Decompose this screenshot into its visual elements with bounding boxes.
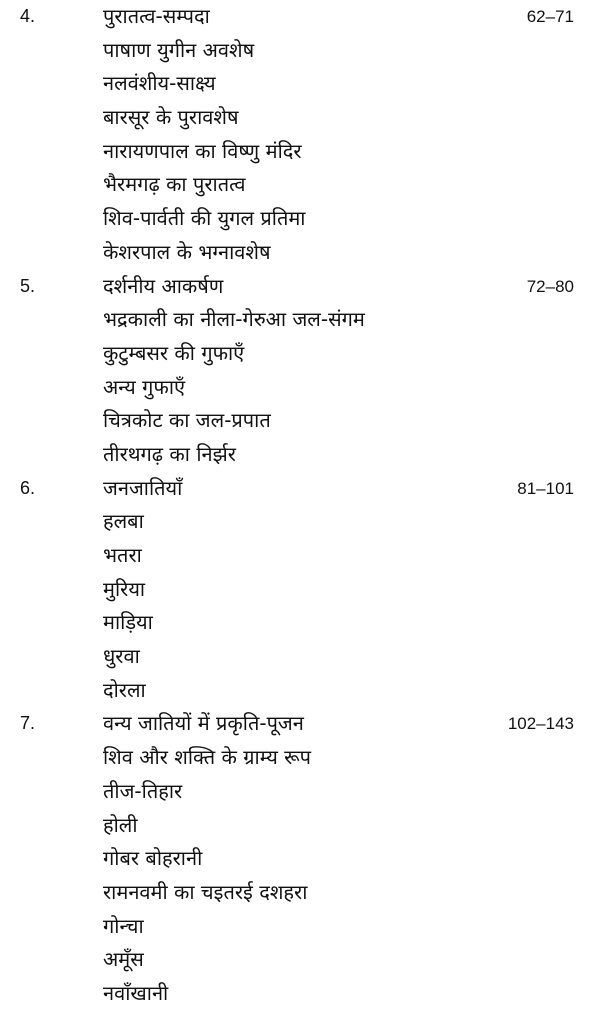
subtopic-label: अन्य गुफाएँ	[103, 374, 186, 399]
subtopic-label: नलवंशीय-साक्ष्य	[103, 71, 216, 96]
subtopic-label: चित्रकोट का जल-प्रपात	[103, 408, 271, 433]
subtopic-label: दोरला	[103, 677, 146, 702]
subtopic-label: गोबर बोहरानी	[103, 846, 203, 871]
chapter-heading-row	[0, 270, 600, 304]
subtopic-label: अमूँस	[103, 947, 144, 972]
list-item	[0, 674, 600, 708]
list-item	[0, 977, 600, 1011]
subtopic-label: गोन्चा	[103, 913, 144, 938]
list-item	[0, 573, 600, 607]
subtopic-label: पाषाण युगीन अवशेष	[103, 37, 255, 62]
chapter-number: 7.	[20, 713, 36, 734]
subtopic-label: भद्रकाली का नीला-गेरुआ जल-संगम	[103, 307, 365, 332]
chapter-page-range: 62–71	[526, 7, 574, 26]
list-item	[0, 135, 600, 169]
chapter-number: 4.	[20, 6, 36, 26]
list-item	[0, 101, 600, 135]
chapter-entry	[0, 707, 600, 1010]
subtopic-label: बारसूर के पुरावशेष	[103, 105, 239, 130]
subtopic-label: भैरमगढ़ का पुरातत्व	[103, 172, 246, 197]
list-item	[0, 606, 600, 640]
chapter-page-range: 81–101	[517, 478, 574, 498]
subtopic-label: रामनवमी का चइतरई दशहरा	[103, 879, 308, 904]
subtopic-label: भतरा	[103, 543, 142, 567]
chapter-entry	[0, 270, 600, 472]
chapter-heading-row	[0, 472, 600, 506]
list-item	[0, 775, 600, 809]
subtopic-label: हलबा	[103, 509, 144, 534]
chapter-title: जनजातियाँ	[103, 475, 183, 500]
list-item	[0, 910, 600, 944]
chapter-entry	[0, 0, 600, 270]
list-item	[0, 943, 600, 977]
list-item	[0, 741, 600, 775]
chapter-entry	[0, 472, 600, 708]
list-item	[0, 236, 600, 270]
list-item	[0, 168, 600, 202]
list-item	[0, 303, 600, 337]
list-item	[0, 539, 600, 573]
chapter-title: वन्य जातियों में प्रकृति-पूजन	[103, 711, 304, 736]
list-item	[0, 337, 600, 371]
list-item	[0, 876, 600, 910]
chapter-heading-row	[0, 707, 600, 741]
list-item	[0, 34, 600, 68]
subtopic-label: धुरवा	[103, 644, 140, 669]
subtopic-label: कुटुम्बसर की गुफाएँ	[103, 340, 245, 365]
list-item	[0, 202, 600, 236]
list-item	[0, 371, 600, 405]
subtopic-label: शिव-पार्वती की युगल प्रतिमा	[103, 206, 306, 231]
chapter-number: 6.	[20, 477, 36, 498]
chapter-title: पुरातत्व-सम्पदा	[103, 4, 210, 28]
chapter-page-range: 72–80	[526, 276, 574, 296]
subtopic-label: शिव और शक्ति के ग्राम्य रूप	[103, 745, 312, 770]
chapter-page-range: 102–143	[507, 714, 574, 734]
subtopic-label: होली	[103, 812, 138, 837]
list-item	[0, 809, 600, 843]
subtopic-label: नारायणपाल का विष्णु मंदिर	[103, 138, 302, 163]
list-item	[0, 842, 600, 876]
chapter-number: 5.	[20, 275, 36, 296]
subtopic-label: केशरपाल के भग्नावशेष	[103, 239, 271, 264]
chapter-heading-row	[0, 0, 600, 34]
subtopic-label: तीरथगढ़ का निर्झर	[103, 441, 236, 466]
chapter-title: दर्शनीय आकर्षण	[103, 273, 224, 298]
list-item	[0, 505, 600, 539]
subtopic-label: तीज-तिहार	[103, 778, 183, 803]
list-item	[0, 404, 600, 438]
list-item	[0, 67, 600, 101]
subtopic-label: माड़िया	[103, 610, 153, 635]
subtopic-label: नवाँखानी	[103, 980, 169, 1005]
subtopic-label: मुरिया	[103, 576, 146, 601]
list-item	[0, 438, 600, 472]
list-item	[0, 640, 600, 674]
